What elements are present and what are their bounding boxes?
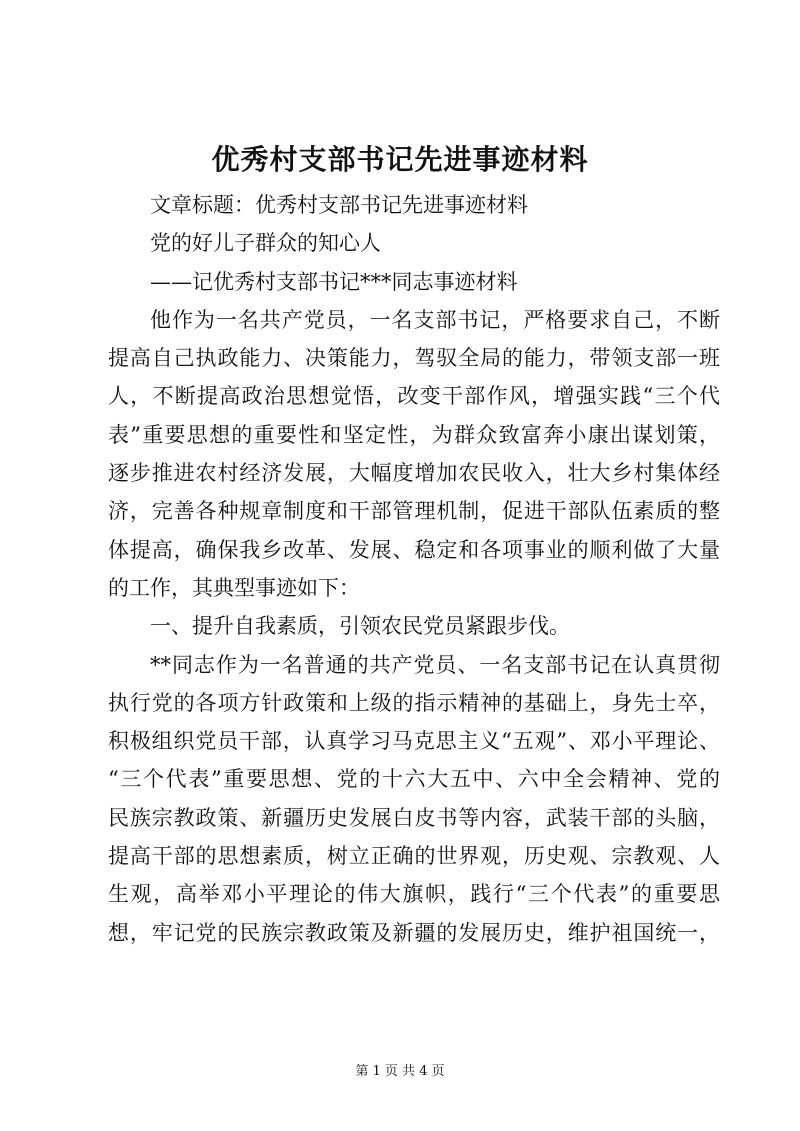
paragraph-line: “三个代表”重要思想、党的十六大五中、六中全会精神、党的: [108, 767, 720, 792]
paragraph-line: **同志作为一名普通的共产党员、一名支部书记在认真贯彻: [150, 652, 720, 677]
paragraph-line: 民族宗教政策、新疆历史发展白皮书等内容，武装干部的头脑，: [108, 805, 720, 830]
paragraph-line: 人，不断提高政治思想觉悟，改变干部作风，增强实践“三个代: [108, 384, 720, 409]
paragraph-line: 体提高，确保我乡改革、发展、稳定和各项事业的顺利做了大量: [108, 537, 720, 562]
subtitle-line: 党的好儿子群众的知心人: [150, 231, 381, 256]
paragraph-line: 表”重要思想的重要性和坚定性，为群众致富奔小康出谋划策，: [108, 422, 720, 447]
paragraph-line: 执行党的各项方针政策和上级的指示精神的基础上，身先士卒，: [108, 690, 720, 715]
document-body: [108, 186, 720, 952]
paragraph-line: 的工作，其典型事迹如下：: [108, 575, 360, 600]
page-footer: 第 1 页 共 4 页: [355, 1064, 445, 1079]
paragraph-line: 积极组织党员干部，认真学习马克思主义“五观”、邓小平理论、: [108, 729, 720, 754]
paragraph-line: 逐步推进农村经济发展，大幅度增加农民收入，壮大乡村集体经: [108, 461, 720, 486]
paragraph-line: 提高干部的思想素质，树立正确的世界观，历史观、宗教观、人: [108, 844, 720, 869]
paragraph-line: 生观，高举邓小平理论的伟大旗帜，践行“三个代表”的重要思: [108, 882, 720, 907]
paragraph-line: 想，牢记党的民族宗教政策及新疆的发展历史，维护祖国统一，: [108, 920, 720, 945]
section-heading: 一、提升自我素质，引领农民党员紧跟步伐。: [150, 614, 570, 639]
article-title-line: 文章标题：优秀村支部书记先进事迹材料: [150, 193, 528, 217]
byline: ——记优秀村支部书记***同志事迹材料: [150, 269, 518, 294]
paragraph-line: 济，完善各种规章制度和干部管理机制，促进干部队伍素质的整: [108, 499, 720, 524]
paragraph-line: 他作为一名共产党员，一名支部书记，严格要求自己，不断: [150, 307, 720, 332]
paragraph-line: 提高自己执政能力、决策能力，驾驭全局的能力，带领支部一班: [108, 346, 720, 371]
document-title: 优秀村支部书记先进事迹材料: [211, 143, 589, 176]
